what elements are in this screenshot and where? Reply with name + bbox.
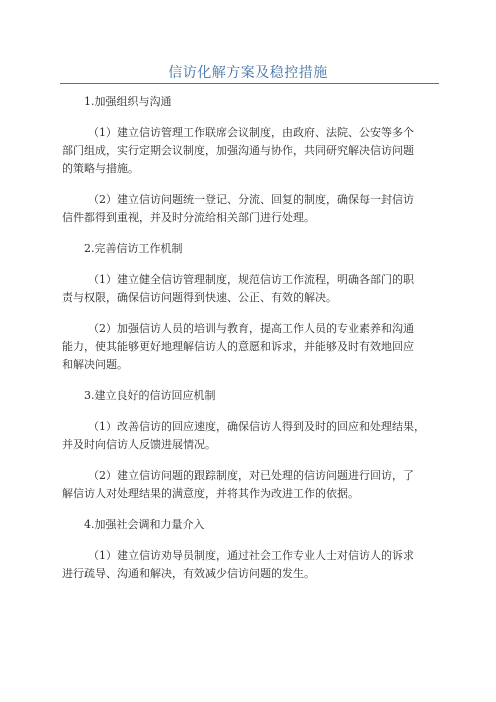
paragraph-line: 和解决问题。	[62, 358, 128, 371]
section-4	[62, 516, 442, 583]
document-body	[62, 93, 442, 596]
title-underline	[60, 83, 439, 84]
section-3	[62, 387, 442, 503]
paragraph-line: （2）建立信访问题统一登记、分流、回复的制度，确保每一封信访	[88, 193, 414, 206]
paragraph-line: 进行疏导、沟通和解决，有效减少信访问题的发生。	[62, 567, 315, 580]
paragraph-line: （1）建立健全信访管理制度，规范信访工作流程，明确各部门的职	[88, 273, 414, 286]
paragraph-line: （1）改善信访的回应速度，确保信访人得到及时的回应和处理结果，	[88, 420, 425, 433]
paragraph	[62, 467, 442, 503]
paragraph-line: 并及时向信访人反馈进展情况。	[62, 438, 216, 451]
paragraph	[62, 124, 442, 178]
paragraph-line: 责与权限，确保信访问题得到快速、公正、有效的解决。	[62, 291, 337, 304]
paragraph-line: （1）建立信访管理工作联席会议制度，由政府、法院、公安等多个	[88, 126, 414, 139]
paragraph-line: （2）建立信访问题的跟踪制度，对已处理的信访问题进行回访，了	[88, 469, 414, 482]
section-1	[62, 93, 442, 227]
paragraph	[62, 418, 442, 454]
section-heading: 2.完善信访工作机制	[84, 242, 183, 255]
section-heading: 4.加强社会调和力量介入	[84, 518, 205, 531]
paragraph-line: 信件都得到重视，并及时分流给相关部门进行处理。	[62, 211, 315, 224]
paragraph	[62, 547, 442, 583]
paragraph-line: 部门组成，实行定期会议制度，加强沟通与协作，共同研究解决信访问题	[62, 144, 414, 157]
section-heading: 1.加强组织与沟通	[84, 95, 172, 108]
paragraph	[62, 320, 442, 374]
paragraph	[62, 191, 442, 227]
document-title: 信访化解方案及稳控措施	[168, 65, 328, 81]
section-heading: 3.建立良好的信访回应机制	[84, 389, 216, 402]
paragraph-line: 解信访人对处理结果的满意度，并将其作为改进工作的依据。	[62, 487, 359, 500]
paragraph-line: 能力，使其能够更好地理解信访人的意愿和诉求，并能够及时有效地回应	[62, 340, 414, 353]
paragraph-line: 的策略与措施。	[62, 162, 139, 175]
paragraph	[62, 271, 442, 307]
paragraph-line: （2）加强信访人员的培训与教育，提高工作人员的专业素养和沟通	[88, 322, 414, 335]
paragraph-line: （1）建立信访劝导员制度，通过社会工作专业人士对信访人的诉求	[88, 549, 414, 562]
section-2	[62, 240, 442, 374]
